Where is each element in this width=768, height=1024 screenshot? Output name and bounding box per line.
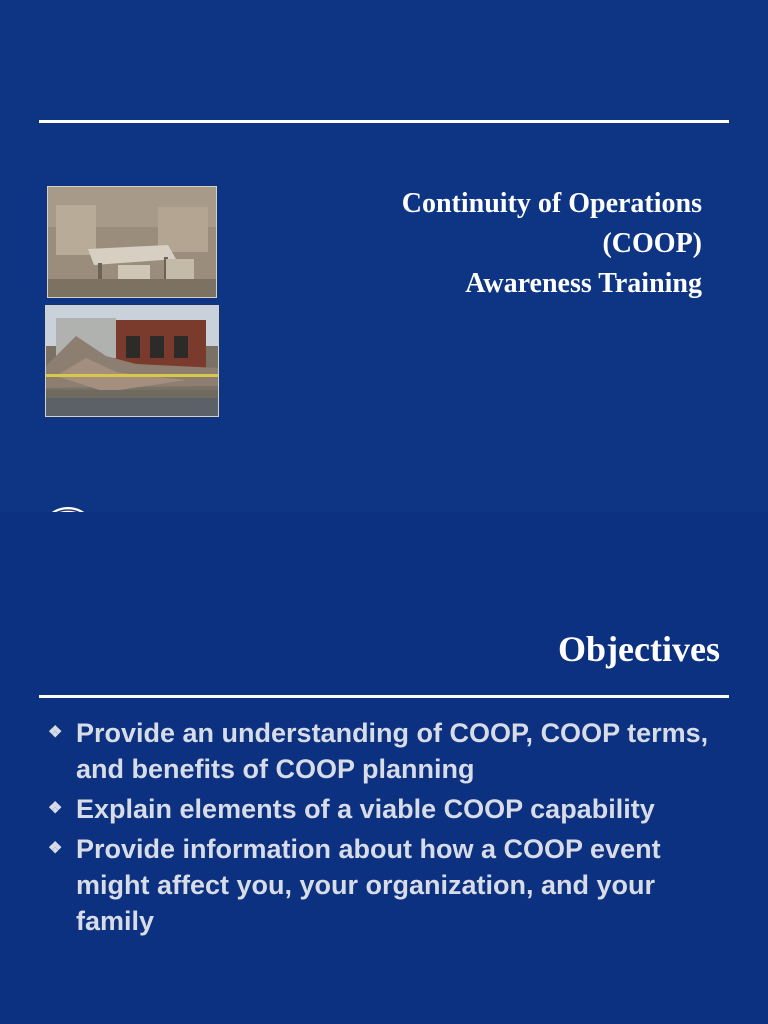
objectives-divider	[39, 695, 729, 698]
office-interior-photo	[47, 186, 217, 298]
presentation-title	[282, 184, 702, 304]
title-line-1: Continuity of Operations	[401, 188, 702, 219]
diamond-bullet-icon: ❖	[48, 800, 63, 817]
title-line-2: (COOP)	[602, 228, 702, 259]
list-item	[46, 715, 736, 787]
objectives-slide	[0, 512, 768, 1024]
bullet-text: Provide information about how a COOP event might affect you, your organization, and your family	[76, 834, 661, 936]
diamond-bullet-icon: ❖	[48, 724, 63, 741]
diamond-bullet-icon: ❖	[48, 840, 63, 857]
objectives-list	[46, 715, 736, 943]
building-rubble-photo	[45, 305, 219, 417]
bullet-text: Provide an understanding of COOP, COOP terms, and benefits of COOP planning	[76, 718, 709, 784]
list-item	[46, 791, 736, 827]
objectives-heading: Objectives	[558, 629, 720, 669]
bullet-text: Explain elements of a viable COOP capability	[76, 794, 655, 824]
list-item	[46, 831, 736, 939]
title-line-3: Awareness Training	[465, 268, 702, 299]
top-divider	[39, 120, 729, 123]
